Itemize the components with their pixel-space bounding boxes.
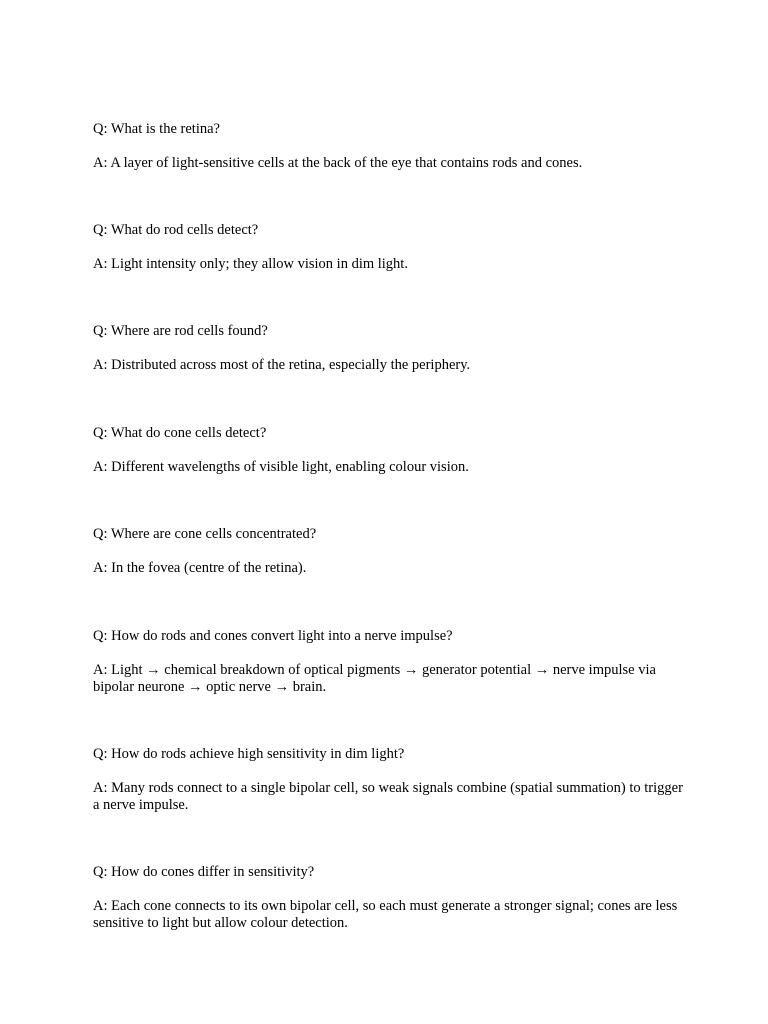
answer-text: A: Many rods connect to a single bipolar cell, so weak signals combine (spatial summation) to trigger a nerve impulse. bbox=[93, 780, 683, 813]
answer-text: A: A layer of light-sensitive cells at the back of the eye that contains rods and cones. bbox=[93, 155, 583, 171]
question-text: Q: What do cone cells detect? bbox=[93, 425, 267, 441]
answer-text: A: Light → chemical breakdown of optical pigments → generator potential → nerve impulse via bipolar neurone → optic nerve → brain. bbox=[93, 662, 656, 695]
answer-text: A: Each cone connects to its own bipolar cell, so each must generate a stronger signal; cones are less sensitive to light but allow colour detection. bbox=[93, 898, 678, 931]
question-text: Q: How do rods achieve high sensitivity in dim light? bbox=[93, 746, 405, 762]
answer-text: A: Distributed across most of the retina, especially the periphery. bbox=[93, 357, 471, 373]
question-text: Q: How do cones differ in sensitivity? bbox=[93, 864, 315, 880]
question-text: Q: What is the retina? bbox=[93, 121, 220, 137]
answer-text: A: Light intensity only; they allow vision in dim light. bbox=[93, 256, 408, 272]
question-text: Q: How do rods and cones convert light into a nerve impulse? bbox=[93, 628, 453, 644]
answer-text: A: In the fovea (centre of the retina). bbox=[93, 560, 307, 576]
question-text: Q: Where are cone cells concentrated? bbox=[93, 526, 317, 542]
question-text: Q: Where are rod cells found? bbox=[93, 323, 268, 339]
answer-text: A: Different wavelengths of visible light, enabling colour vision. bbox=[93, 459, 469, 475]
question-text: Q: What do rod cells detect? bbox=[93, 222, 259, 238]
